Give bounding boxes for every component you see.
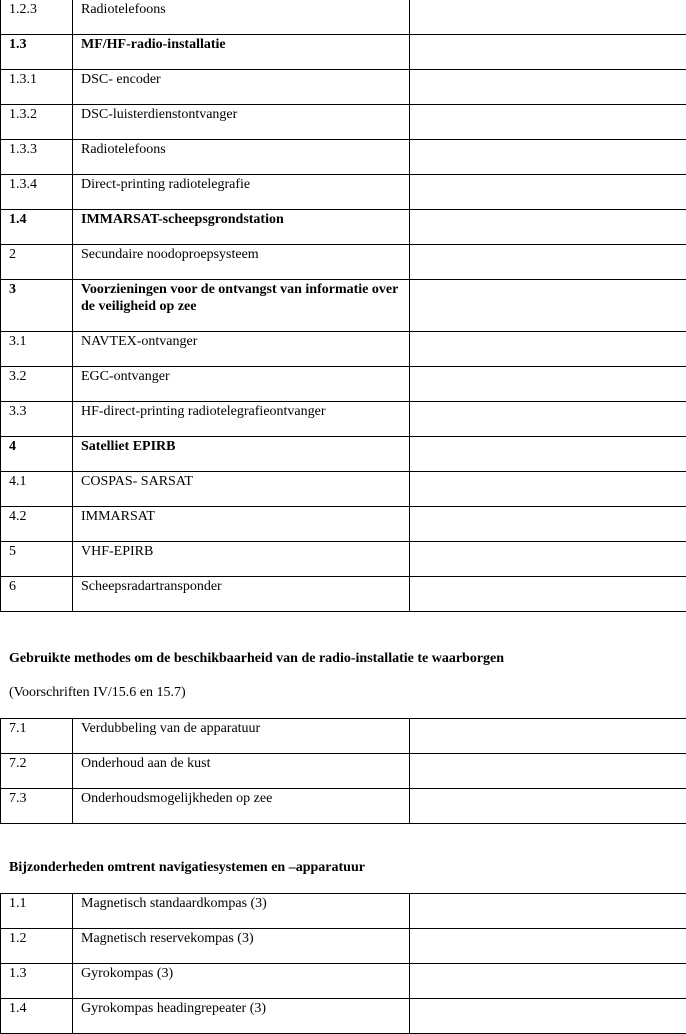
row-label: MF/HF-radio-installatie xyxy=(73,35,410,70)
row-label: IMMARSAT-scheepsgrondstation xyxy=(73,210,410,245)
table-row xyxy=(1,929,686,964)
value-cell xyxy=(410,280,686,332)
table-row xyxy=(1,0,686,35)
value-cell xyxy=(410,367,686,402)
table-row xyxy=(1,70,686,105)
table-row xyxy=(1,894,686,929)
row-label: Direct-printing radiotelegrafie xyxy=(73,175,410,210)
value-cell xyxy=(410,35,686,70)
table-row xyxy=(1,140,686,175)
table-row xyxy=(1,507,686,542)
row-label: Satelliet EPIRB xyxy=(73,437,410,472)
row-number: 5 xyxy=(1,542,73,577)
row-label: DSC- encoder xyxy=(73,70,410,105)
value-cell xyxy=(410,402,686,437)
value-cell xyxy=(410,929,686,964)
row-label: Voorzieningen voor de ontvangst van informatie over de veiligheid op zee xyxy=(73,280,410,332)
value-cell xyxy=(410,0,686,35)
value-cell xyxy=(410,894,686,929)
section-heading: Bijzonderheden omtrent navigatiesystemen en –apparatuur xyxy=(9,860,365,875)
table-row xyxy=(1,105,686,140)
row-number: 1.1 xyxy=(1,894,73,929)
table-row xyxy=(1,402,686,437)
row-number: 4 xyxy=(1,437,73,472)
table-row xyxy=(1,367,686,402)
value-cell xyxy=(410,105,686,140)
table-row xyxy=(1,210,686,245)
row-label: Scheepsradartransponder xyxy=(73,577,410,612)
row-label: EGC-ontvanger xyxy=(73,367,410,402)
row-label: Secundaire noodoproepsysteem xyxy=(73,245,410,280)
row-label: Magnetisch reservekompas (3) xyxy=(73,929,410,964)
table-row xyxy=(1,964,686,999)
value-cell xyxy=(410,507,686,542)
value-cell xyxy=(410,332,686,367)
row-label: Magnetisch standaardkompas (3) xyxy=(73,894,410,929)
row-label: HF-direct-printing radiotelegrafieontvanger xyxy=(73,402,410,437)
table-row xyxy=(1,719,686,754)
row-number: 1.3.4 xyxy=(1,175,73,210)
row-number: 1.3.2 xyxy=(1,105,73,140)
row-number: 3.1 xyxy=(1,332,73,367)
table-row xyxy=(1,280,686,332)
row-number: 4.1 xyxy=(1,472,73,507)
row-label: NAVTEX-ontvanger xyxy=(73,332,410,367)
value-cell xyxy=(410,964,686,999)
row-label: Radiotelefoons xyxy=(73,0,410,35)
table-row xyxy=(1,175,686,210)
value-cell xyxy=(410,719,686,754)
row-number: 1.3.3 xyxy=(1,140,73,175)
row-number: 1.3 xyxy=(1,964,73,999)
row-number: 1.4 xyxy=(1,999,73,1034)
row-number: 3.3 xyxy=(1,402,73,437)
row-label: IMMARSAT xyxy=(73,507,410,542)
row-label: Onderhoud aan de kust xyxy=(73,754,410,789)
row-number: 3.2 xyxy=(1,367,73,402)
value-cell xyxy=(410,210,686,245)
table-row xyxy=(1,332,686,367)
table-row xyxy=(1,754,686,789)
row-label: Onderhoudsmogelijkheden op zee xyxy=(73,789,410,824)
row-label: Gyrokompas (3) xyxy=(73,964,410,999)
value-cell xyxy=(410,577,686,612)
row-number: 6 xyxy=(1,577,73,612)
table-row xyxy=(1,437,686,472)
value-cell xyxy=(410,542,686,577)
row-number: 1.3 xyxy=(1,35,73,70)
table-row xyxy=(1,542,686,577)
row-number: 3 xyxy=(1,280,73,332)
value-cell xyxy=(410,245,686,280)
row-number: 1.2 xyxy=(1,929,73,964)
row-number: 2 xyxy=(1,245,73,280)
row-number: 4.2 xyxy=(1,507,73,542)
row-label: VHF-EPIRB xyxy=(73,542,410,577)
row-label: Gyrokompas headingrepeater (3) xyxy=(73,999,410,1034)
value-cell xyxy=(410,437,686,472)
navigation-table xyxy=(0,893,686,1034)
row-number: 7.2 xyxy=(1,754,73,789)
table-row xyxy=(1,789,686,824)
table-row xyxy=(1,35,686,70)
table-row xyxy=(1,472,686,507)
value-cell xyxy=(410,70,686,105)
section-heading: Gebruikte methodes om de beschikbaarheid van de radio-installatie te waarborgen xyxy=(9,651,505,666)
table-row xyxy=(1,245,686,280)
row-number: 1.4 xyxy=(1,210,73,245)
value-cell xyxy=(410,999,686,1034)
value-cell xyxy=(410,754,686,789)
row-label: DSC-luisterdienstontvanger xyxy=(73,105,410,140)
row-label: Verdubbeling van de apparatuur xyxy=(73,719,410,754)
value-cell xyxy=(410,789,686,824)
table-row xyxy=(1,999,686,1034)
value-cell xyxy=(410,472,686,507)
value-cell xyxy=(410,175,686,210)
regulation-note: (Voorschriften IV/15.6 en 15.7) xyxy=(9,685,186,700)
row-label: COSPAS- SARSAT xyxy=(73,472,410,507)
row-number: 1.3.1 xyxy=(1,70,73,105)
value-cell xyxy=(410,140,686,175)
row-number: 7.3 xyxy=(1,789,73,824)
row-number: 7.1 xyxy=(1,719,73,754)
table-row xyxy=(1,577,686,612)
row-number: 1.2.3 xyxy=(1,0,73,35)
row-label: Radiotelefoons xyxy=(73,140,410,175)
availability-table xyxy=(0,718,686,824)
